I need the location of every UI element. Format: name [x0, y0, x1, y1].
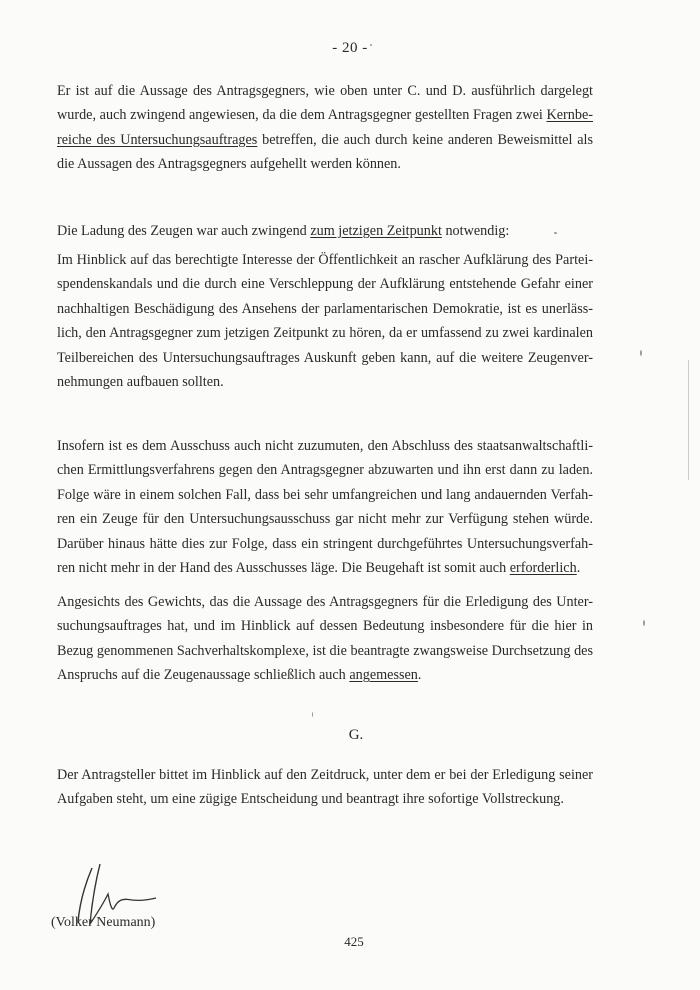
text-fragment: wurde, auch zwingend angewiesen, da die dem Antragsgegner gestellten Fragen zwei — [57, 107, 547, 124]
text-line: Angesichts des Gewichts, das die Aussage des Antragsgegners für die Erledigung des Unter- — [57, 594, 593, 610]
text-line: Teilbereichen des Untersuchungsauftrages Auskunft geben kann, auf die weitere Zeugenver- — [57, 349, 593, 366]
paragraph-6 — [57, 763, 593, 812]
scan-speck — [554, 232, 557, 234]
text-line — [57, 663, 593, 687]
text-fragment: ren nicht mehr in der Hand des Ausschusses läge. Die Beugehaft ist somit auch — [57, 560, 510, 577]
paragraph-5 — [57, 590, 593, 688]
underlined-text: angemessen — [349, 667, 418, 684]
underlined-text: zum jetzigen Zeitpunkt — [310, 223, 442, 239]
paragraph-1 — [57, 79, 593, 177]
page-number-bottom: 425 — [344, 934, 364, 949]
paragraph-2 — [57, 219, 593, 243]
text-fragment: . — [417, 667, 422, 684]
paragraph-3 — [57, 248, 593, 394]
page-number-top: - 20 - — [332, 40, 368, 56]
underlined-text: erforderlich — [509, 560, 577, 577]
paragraph-4 — [57, 434, 593, 580]
text-line: ren ein Zeuge für den Untersuchungsausschuss gar nicht mehr zur Verfügung stehen würde. — [57, 511, 593, 528]
text-line: chen Ermittlungsverfahrens gegen den Antragsgegner abzuwarten und ihn erst dann zu laden. — [57, 462, 593, 479]
underlined-text: reiche des Untersuchungsauftrages — [57, 131, 258, 148]
text-line: Der Antragsteller bittet im Hinblick auf den Zeitdruck, unter dem er bei der Erledigung seiner — [57, 767, 593, 783]
scan-edge-mark — [688, 360, 689, 480]
text-line: Folge wäre in einem solchen Fall, dass bei sehr umfangreichen und lang andauernden Verfah- — [57, 486, 593, 503]
text-fragment: Anspruchs auf die Zeugenaussage schließlich auch — [57, 667, 350, 684]
text-fragment: betreffen, die auch durch keine anderen Beweismittel als — [257, 131, 593, 148]
text-line: suchungsauftrages hat, und im Hinblick auf dessen Bedeutung insbesondere für die hier in — [57, 618, 593, 635]
text-line: Insofern ist es dem Ausschuss auch nicht zuzumuten, den Abschluss des staatsanwaltschaftli- — [57, 438, 593, 454]
text-line — [57, 128, 593, 152]
section-heading: G. — [348, 727, 364, 743]
text-line: nehmungen aufbauen sollten. — [57, 374, 224, 391]
text-fragment: . — [576, 560, 581, 577]
text-line: nachhaltigen Beschädigung des Ansehens der parlamentarischen Demokratie, ist es unerläss- — [57, 300, 593, 317]
text-fragment: notwendig: — [441, 223, 510, 239]
text-line — [57, 556, 593, 580]
text-fragment: Die Ladung des Zeugen war auch zwingend — [57, 223, 311, 239]
scan-speck — [370, 44, 372, 46]
text-line: Bezug genommenen Sachverhaltskomplexe, ist die beantragte zwangsweise Durchsetzung des — [57, 642, 593, 659]
underlined-text: Kernbe- — [546, 107, 593, 124]
text-line: Im Hinblick auf das berechtigte Interesse der Öffentlichkeit an rascher Aufklärung des Partei- — [57, 252, 593, 268]
text-line — [57, 219, 593, 243]
scan-speck — [312, 712, 313, 717]
scan-speck — [640, 350, 642, 356]
text-line: lich, den Antragsgegner zum jetzigen Zeitpunkt zu hören, da er umfassend zu zwei kardinalen — [57, 325, 593, 342]
signature-name: (Volker Neumann) — [51, 915, 156, 930]
scan-speck — [643, 620, 645, 626]
text-line: spendenskandals und die durch eine Verschleppung der Aufklärung entstehende Gefahr einer — [57, 276, 593, 293]
text-line: die Aussagen des Antragsgegners aufgehellt werden können. — [57, 156, 401, 173]
text-line: Darüber hinaus hätte dies zur Folge, dass ein stringent durchgeführtes Untersuchungsverfah- — [57, 535, 593, 552]
text-line: Er ist auf die Aussage des Antragsgegners, wie oben unter C. und D. ausführlich dargelegt — [57, 83, 593, 99]
text-line — [57, 103, 593, 127]
text-line: Aufgaben steht, um eine zügige Entscheidung und beantragt ihre sofortige Vollstreckung. — [57, 791, 564, 808]
